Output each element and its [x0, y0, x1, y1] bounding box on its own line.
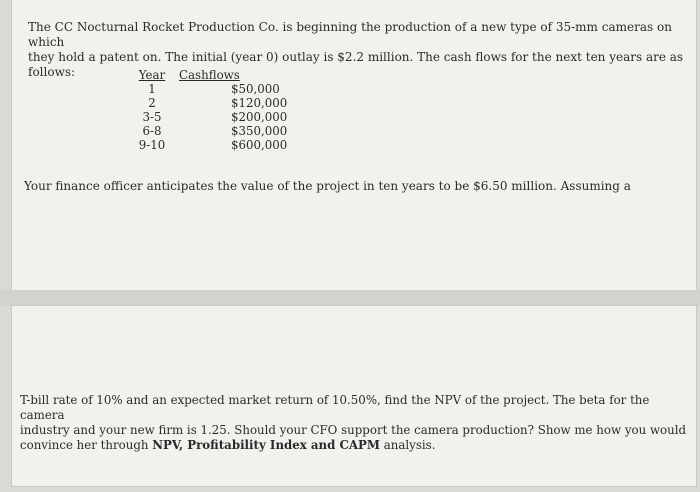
cashflow-cell: $50,000 — [231, 82, 280, 96]
cashflow-table — [125, 68, 327, 152]
anticipate-text: Your finance officer anticipates the value of the project in ten years to be $6.50 million. Assuming a — [24, 179, 631, 193]
document-page-top — [12, 0, 696, 290]
year-cell: 9-10 — [138, 138, 166, 152]
table-header-row — [125, 68, 327, 82]
year-cell: 2 — [148, 96, 156, 110]
document-page-bottom — [12, 306, 696, 486]
table-row — [125, 124, 327, 138]
table-row — [125, 96, 327, 110]
cashflows-header: Cashflows — [179, 68, 240, 82]
cashflow-cell: $200,000 — [231, 110, 288, 124]
intro-line-1: The CC Nocturnal Rocket Production Co. is beginning the production of a new type of 35-mm cameras on which — [28, 20, 672, 49]
problem-question — [20, 393, 692, 453]
table-row — [125, 110, 327, 124]
year-cell: 6-8 — [142, 124, 162, 138]
cashflow-cell: $120,000 — [231, 96, 288, 110]
question-line-1: T-bill rate of 10% and an expected market return of 10.50%, find the NPV of the project. The beta for the camera — [20, 393, 650, 422]
question-line-2: industry and your new firm is 1.25. Should your CFO support the camera production? Show me how you would — [20, 423, 687, 437]
question-line-3-bold: NPV, Profitability Index and CAPM — [152, 438, 380, 452]
table-row — [125, 82, 327, 96]
table-row — [125, 138, 327, 152]
question-line-3-prefix: convince her through — [20, 438, 153, 452]
year-cell: 3-5 — [142, 110, 162, 124]
cashflow-cell: $350,000 — [231, 124, 288, 138]
year-cell: 1 — [148, 82, 156, 96]
page-gap — [0, 290, 700, 306]
cashflow-cell: $600,000 — [231, 138, 288, 152]
year-header: Year — [138, 68, 166, 82]
intro-line-2: they hold a patent on. The initial (year 0) outlay is $2.2 million. The cash flows for the next ten years are as follows: — [28, 50, 684, 79]
question-line-3-suffix: analysis. — [379, 438, 436, 452]
